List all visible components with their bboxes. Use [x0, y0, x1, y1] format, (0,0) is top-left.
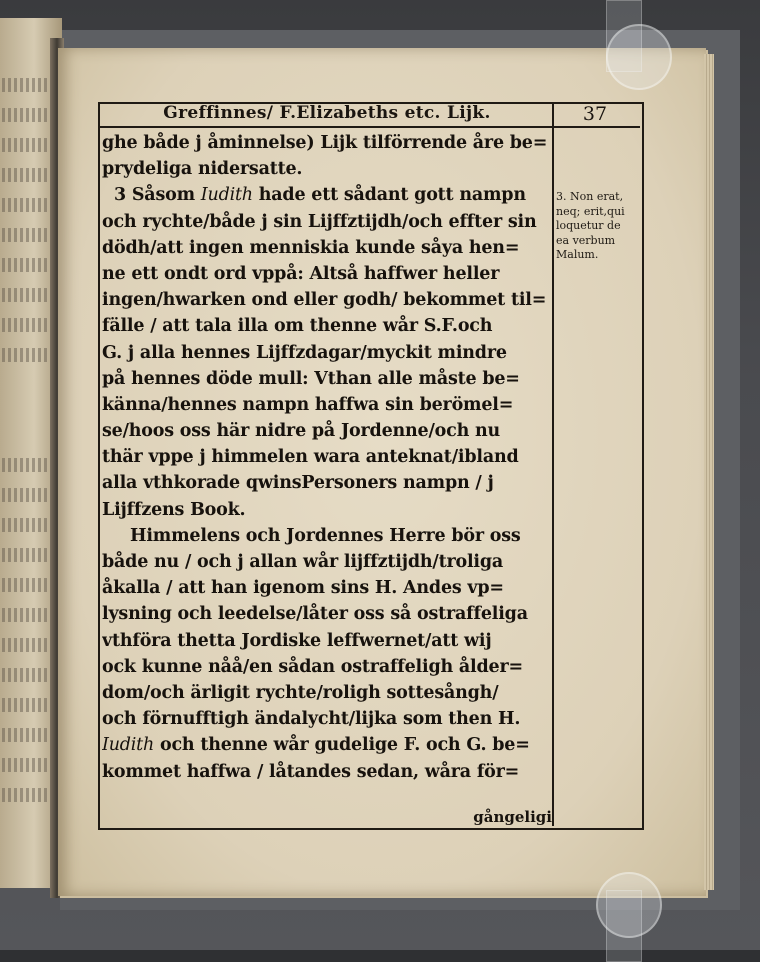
text-line: dödh/att ingen menniskia kunde såya hen=	[102, 237, 520, 258]
body-text	[102, 130, 550, 785]
text-line: Himmelens och Jordennes Herre bör oss	[130, 525, 521, 546]
margin-note-line: ea verbum	[556, 233, 616, 247]
margin-note-line: neq; erit,qui	[556, 204, 625, 218]
page-stack-edge	[704, 54, 714, 890]
text-line: fälle / att tala illa om thenne wår S.F.och	[102, 316, 493, 337]
text-line: Iudith och thenne wår gudelige F. och G. be=	[102, 735, 530, 756]
text-line: ne ett ondt ord vppå: Altså haffwer heller	[102, 263, 500, 284]
text-line: alla vthkorade qwinsPersoners nampn / j	[102, 473, 494, 494]
text-line: G. j alla hennes Lijffzdagar/myckit mindre	[102, 342, 507, 363]
text-line: och förnufftigh ändalycht/lijka som then H.	[102, 709, 521, 730]
text-line: prydeliga nidersatte.	[102, 159, 303, 180]
text-line: thär vppe j himmelen wara anteknat/ibland	[102, 447, 519, 468]
text-line: Lijffzens Book.	[102, 499, 246, 520]
text-line: kommet haffwa / låtandes sedan, wåra för=	[102, 761, 520, 782]
page-clip	[596, 872, 662, 938]
text-line: känna/hennes nampn haffwa sin berömel=	[102, 394, 514, 415]
text-line: lysning och leedelse/låter oss så ostraffeliga	[102, 604, 528, 625]
text-line: ingen/hwarken ond eller godh/ bekommet til=	[102, 290, 547, 311]
text-line: och rychte/både j sin Lijffztijdh/och effter sin	[102, 211, 537, 232]
margin-column-rule	[552, 102, 554, 826]
margin-note-line: Malum.	[556, 248, 599, 261]
margin-note-line: loquetur de	[556, 219, 621, 232]
margin-note-line: 3. Non erat,	[556, 190, 624, 203]
running-head: Greffinnes/ F.Elizabeths etc. Lijk.	[163, 103, 491, 123]
text-line: dom/och ärligit rychte/roligh sottesångh/	[102, 682, 499, 703]
text-line: 3 Såsom Iudith hade ett sådant gott nampn	[114, 185, 526, 206]
text-line: ghe både j åminnelse) Lijk tilförrende åre be=	[102, 133, 548, 153]
text-line: vthföra thetta Jordiske leffwernet/att wij	[102, 630, 492, 651]
header-rule	[98, 126, 640, 128]
margin-note	[556, 190, 642, 263]
page-clip	[606, 24, 672, 90]
catchword: gångeligi	[473, 808, 552, 826]
text-line: på hennes döde mull: Vthan alle måste be=	[102, 368, 520, 389]
text-line: både nu / och j allan wår lijffztijdh/troliga	[102, 552, 504, 572]
page-number: 37	[582, 103, 608, 125]
text-line: ock kunne nåå/en sådan ostraffeligh ålder=	[102, 656, 523, 677]
text-line: se/hoos oss här nidre på Jordenne/och nu	[102, 421, 501, 442]
text-line: åkalla / att han igenom sins H. Andes vp=	[102, 578, 504, 599]
